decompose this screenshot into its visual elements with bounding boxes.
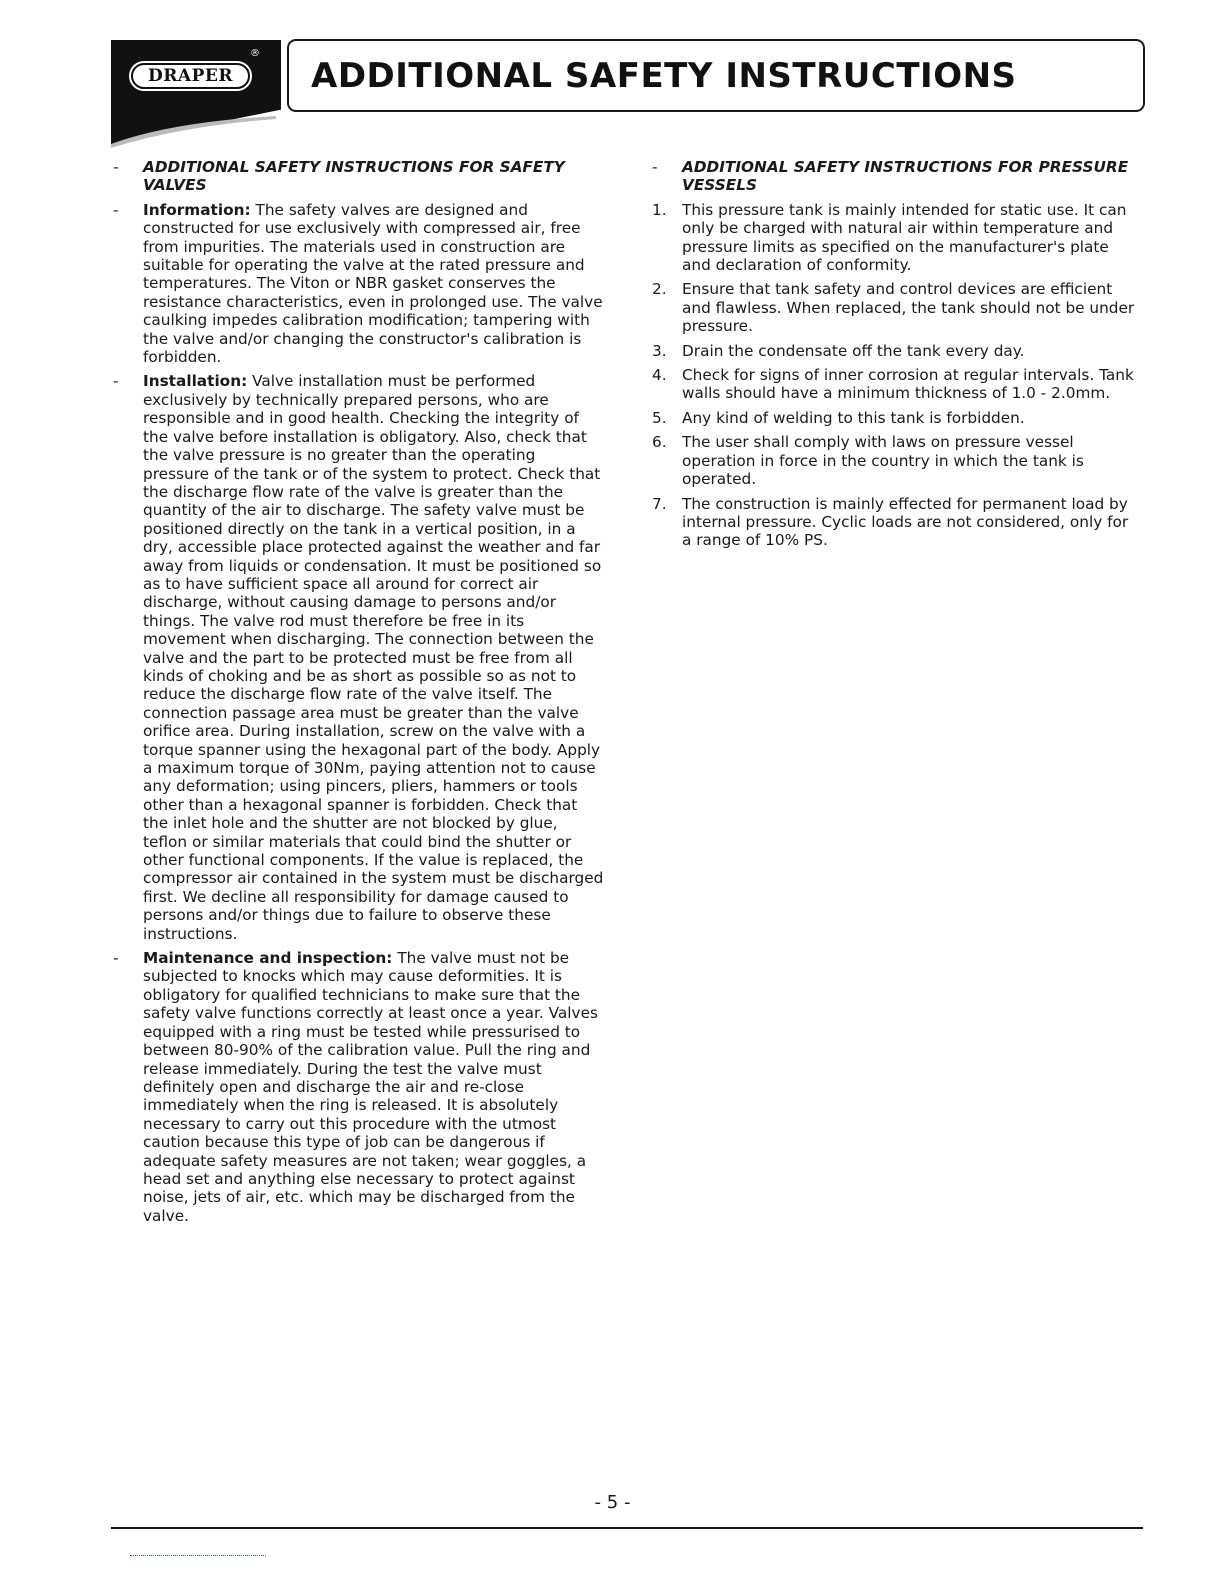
list-number: 4. — [652, 366, 667, 385]
item-lead: Information: — [143, 200, 251, 219]
list-item-text: The user shall comply with laws on pressure vessel operation in force in the country in which the tank is operated. — [682, 433, 1084, 489]
list-marker: - — [113, 158, 119, 176]
list-item — [650, 280, 1140, 335]
list-item-maintenance — [111, 949, 606, 1225]
list-item — [650, 409, 1140, 427]
logo-swoosh-decoration — [111, 110, 291, 150]
list-number: 7. — [652, 494, 667, 513]
list-item-installation — [111, 372, 606, 943]
list-item-text: Check for signs of inner corrosion at regular intervals. Tank walls should have a minimum thickness of 1.0 - 2.0mm. — [682, 366, 1134, 403]
list-marker: - — [113, 200, 119, 219]
item-text: The valve must not be subjected to knocks which may cause deformities. It is obligatory for qualified technicians to make sure that the safety valve functions correctly at least once a year. Valves equipped with a ring must be tested while pressurised to between 80-90% of the calibration value. Pull the ring and release immediately. During the test the valve must definitely open and discharge the air and re-close immediately when the ring is released. It is absolutely necessary to carry out this procedure with the utmost caution because this type of job can be dangerous if adequate safety measures are not taken; wear goggles, a head set and anything else necessary to protect against noise, jets of air, etc. which may be discharged from the valve. — [143, 949, 598, 1225]
item-lead: Installation: — [143, 372, 248, 391]
page-title: ADDITIONAL SAFETY INSTRUCTIONS — [311, 55, 1017, 96]
list-item-text: Drain the condensate off the tank every day. — [682, 341, 1025, 360]
right-column — [650, 158, 1140, 556]
section-heading-text: ADDITIONAL SAFETY INSTRUCTIONS FOR PRESSURE VESSELS — [682, 158, 1129, 195]
list-number: 3. — [652, 341, 667, 360]
list-number: 1. — [652, 200, 667, 219]
list-item-text: Ensure that tank safety and control devices are efficient and flawless. When replaced, the tank should not be under pressure. — [682, 280, 1135, 336]
list-number: 5. — [652, 408, 667, 427]
section-heading-text: ADDITIONAL SAFETY INSTRUCTIONS FOR SAFETY VALVES — [143, 158, 565, 195]
brand-name: DRAPER — [133, 65, 248, 87]
list-item — [650, 366, 1140, 403]
list-item-body — [143, 372, 606, 943]
list-item — [650, 495, 1140, 550]
list-item-text: The construction is mainly effected for permanent load by internal pressure. Cyclic loads are not considered, only for a range of 10% PS. — [682, 494, 1129, 550]
list-number: 6. — [652, 433, 667, 452]
list-item-body — [143, 949, 606, 1225]
section-heading-safety-valves — [111, 158, 606, 195]
list-number: 2. — [652, 280, 667, 299]
list-marker: - — [113, 949, 119, 968]
footer-divider — [111, 1527, 1143, 1529]
list-marker: - — [113, 372, 119, 391]
list-item-body — [143, 201, 606, 367]
page-title-box — [287, 39, 1145, 112]
list-item — [650, 433, 1140, 488]
footer-dotted-line — [130, 1555, 266, 1556]
registered-mark: ® — [250, 48, 260, 59]
item-lead: Maintenance and inspection: — [143, 949, 393, 968]
list-item-text: This pressure tank is mainly intended for static use. It can only be charged with natural air within temperature and pressure limits as specified on the manufacturer's plate and declaration of conformity. — [682, 200, 1127, 275]
item-text: The safety valves are designed and constructed for use exclusively with compressed air, free from impurities. The materials used in construction are suitable for operating the valve at the rated pressure and temperatures. The Viton or NBR gasket conserves the resistance characteristics, even in prolonged use. The valve caulking impedes calibration modification; tampering with the valve and/or changing the constructor's calibration is forbidden. — [143, 200, 603, 367]
item-text: Valve installation must be performed exclusively by technically prepared persons, who are responsible and in good health. Checking the integrity of the valve before installation is obligatory. Also, check that the valve pressure is no greater than the operating pressure of the tank or of the system to protect. Check that the discharge flow rate of the valve is greater than the quantity of the air to discharge. The safety valve must be positioned directly on the tank in a vertical position, in a dry, accessible place protected against the weather and far away from liquids or condensation. It must be positioned so as to have sufficient space all around for correct air discharge, without causing damage to persons and/or things. The valve rod must therefore be free in its movement when discharging. The connection between the valve and the part to be protected must be free from all kinds of choking and be as short as possible so as not to reduce the discharge flow rate of the valve itself. The connection passage area must be greater than the valve orifice area. During installation, screw on the valve with a torque spanner using the hexagonal part of the body. Apply a maximum torque of 30Nm, paying attention not to cause any deformation; using pincers, pliers, hammers or tools other than a hexagonal spanner is forbidden. Check that the inlet hole and the shutter are not blocked by glue, teflon or similar materials that could bind the shutter or other functional components. If the value is replaced, the compressor air contained in the system must be discharged first. We decline all responsibility for damage caused to persons and/or things due to failure to observe these instructions. — [143, 372, 604, 943]
list-item — [650, 201, 1140, 275]
brand-logo — [129, 61, 252, 91]
section-heading-pressure-vessels — [650, 158, 1140, 195]
list-item-information — [111, 201, 606, 367]
page-number: - 5 - — [594, 1492, 631, 1513]
list-item — [650, 342, 1140, 360]
left-column — [111, 158, 606, 1231]
list-marker: - — [652, 158, 658, 176]
list-item-text: Any kind of welding to this tank is forbidden. — [682, 408, 1025, 427]
